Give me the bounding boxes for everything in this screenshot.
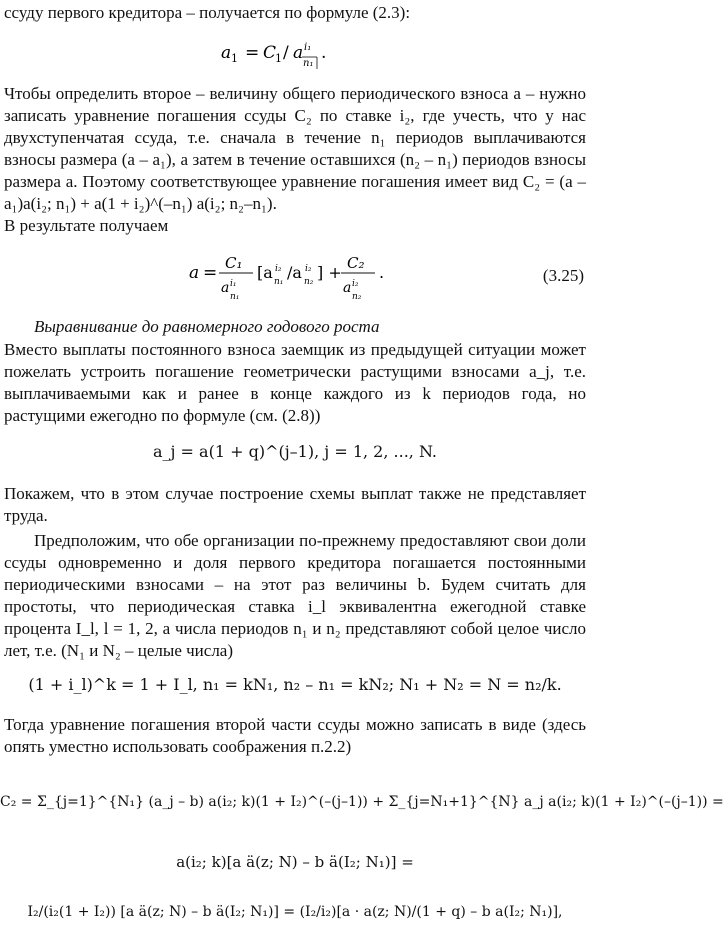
svg-text:[a: [a [257,263,273,282]
svg-text:.: . [379,263,385,282]
svg-text:i₁: i₁ [304,42,312,53]
svg-text:a: a [343,280,352,296]
paragraph-then: Тогда уравнение погашения второй части ссуды можно записать в виде (здесь опять уместно использовать соображения п.2.2) [4,715,586,756]
result-line: В результате получаем [4,216,169,235]
svg-text:1: 1 [231,52,238,65]
svg-text:=: = [203,263,218,283]
svg-text:C₂: C₂ [347,254,365,272]
formula-a1 [0,38,590,72]
equation-number: (3.25) [542,266,584,285]
intro-line: ссуду первого кредитора – получается по формуле (2.3): [4,3,411,22]
svg-text:C₁: C₁ [225,254,243,272]
formula-3-25-graphic [185,248,405,302]
formula-a1-graphic [215,38,375,72]
svg-text:n₂: n₂ [352,292,362,302]
svg-text:] +: ] + [317,263,342,282]
svg-text:/: / [283,43,289,63]
svg-text:n₂: n₂ [304,277,314,287]
paragraph-second-installment: Чтобы определить второе – величину общего периодического взноса a – нужно записать уравнение погашения ссуды C₂ по ставке i₂, где учесть, что у нас двухступенчатая ссуда, т.е. сначала в течение n₁ периодов выплачиваются взносы размера (a – a₁), а затем в течение оставшихся (n₂ – n₁) периодов взносы размера a. Поэтому соответствующее уравнение погашения имеет вид C₂ = (a – a₁)a(i₂; n₁) + a(1 + i₂)^(–n₁) a(i₂; n₂–n₁). [4,84,586,213]
svg-text:n₁: n₁ [303,58,314,69]
paragraph-show: Покажем, что в этом случае построение схемы выплат также не представляет труда. [4,484,586,525]
svg-text:a: a [293,43,304,63]
svg-text:i₂: i₂ [352,279,359,289]
svg-text:=: = [245,43,260,63]
paragraph-assume: Предположим, что обе организации по-прежнему предоставляют свои доли ссуды одновременно и доля первого кредитора погашается постоянными периодическими взносами – на этот раз величины b. Будем считать для простоты, что периодическая ставка i_l эквивалентна ежегодной ставке процента I_l, l = 1, 2, а числа периодов n₁ и n₂ представляют собой целое число лет, т.е. (N₁ и N₂ – целые числа) [4,531,586,660]
svg-text:n₁: n₁ [230,292,240,302]
formula-rate-equivalence: (1 + i_l)^k = 1 + I_l, n₁ = kN₁, n₂ – n₁ = kN₂; N₁ + N₂ = N = n₂/k. [28,675,562,694]
svg-text:1: 1 [275,52,282,65]
formula-c2-sum: C₂ = Σ_{j=1}^{N₁} (a_j – b) a(i₂; k)(1 + I₂)^(–(j–1)) + Σ_{j=N₁+1}^{N} a_j a(i₂; k)(1 + I₂)^(–(j–1)) = [0,794,724,810]
svg-text:i₁: i₁ [230,279,237,289]
formula-aj: a_j = a(1 + q)^(j–1), j = 1, 2, ..., N. [152,442,438,461]
section-heading: Выравнивание до равномерного годового роста [34,317,380,336]
svg-text:a: a [221,280,230,296]
svg-text:/a: /a [287,263,302,282]
svg-text:i₂: i₂ [275,264,282,274]
svg-text:C: C [263,43,277,63]
formula-c2-line3: I₂/(i₂(1 + I₂)) [a ä(z; N) – b ä(I₂; N₁)] = (I₂/i₂)[a · a(z; N)/(1 + q) – b a(I₂; N₁)], [27,904,563,920]
svg-text:i₂: i₂ [305,264,312,274]
svg-text:a: a [189,263,200,283]
svg-text:.: . [321,43,327,63]
paragraph-geometric-installments: Вместо выплаты постоянного взноса заемщик из предыдущей ситуации может пожелать устроить погашение геометрически растущими взносами a_j, т.е. выплачиваемыми как и ранее в конце каждого из k периодов года, но растущими ежегодно по формуле (см. (2.8)) [4,340,586,425]
formula-c2-line2: a(i₂; k)[a ä(z; N) – b ä(I₂; N₁)] = [176,853,414,871]
svg-text:a: a [221,43,232,63]
svg-text:n₁: n₁ [274,277,284,287]
formula-3-25 [0,248,590,302]
